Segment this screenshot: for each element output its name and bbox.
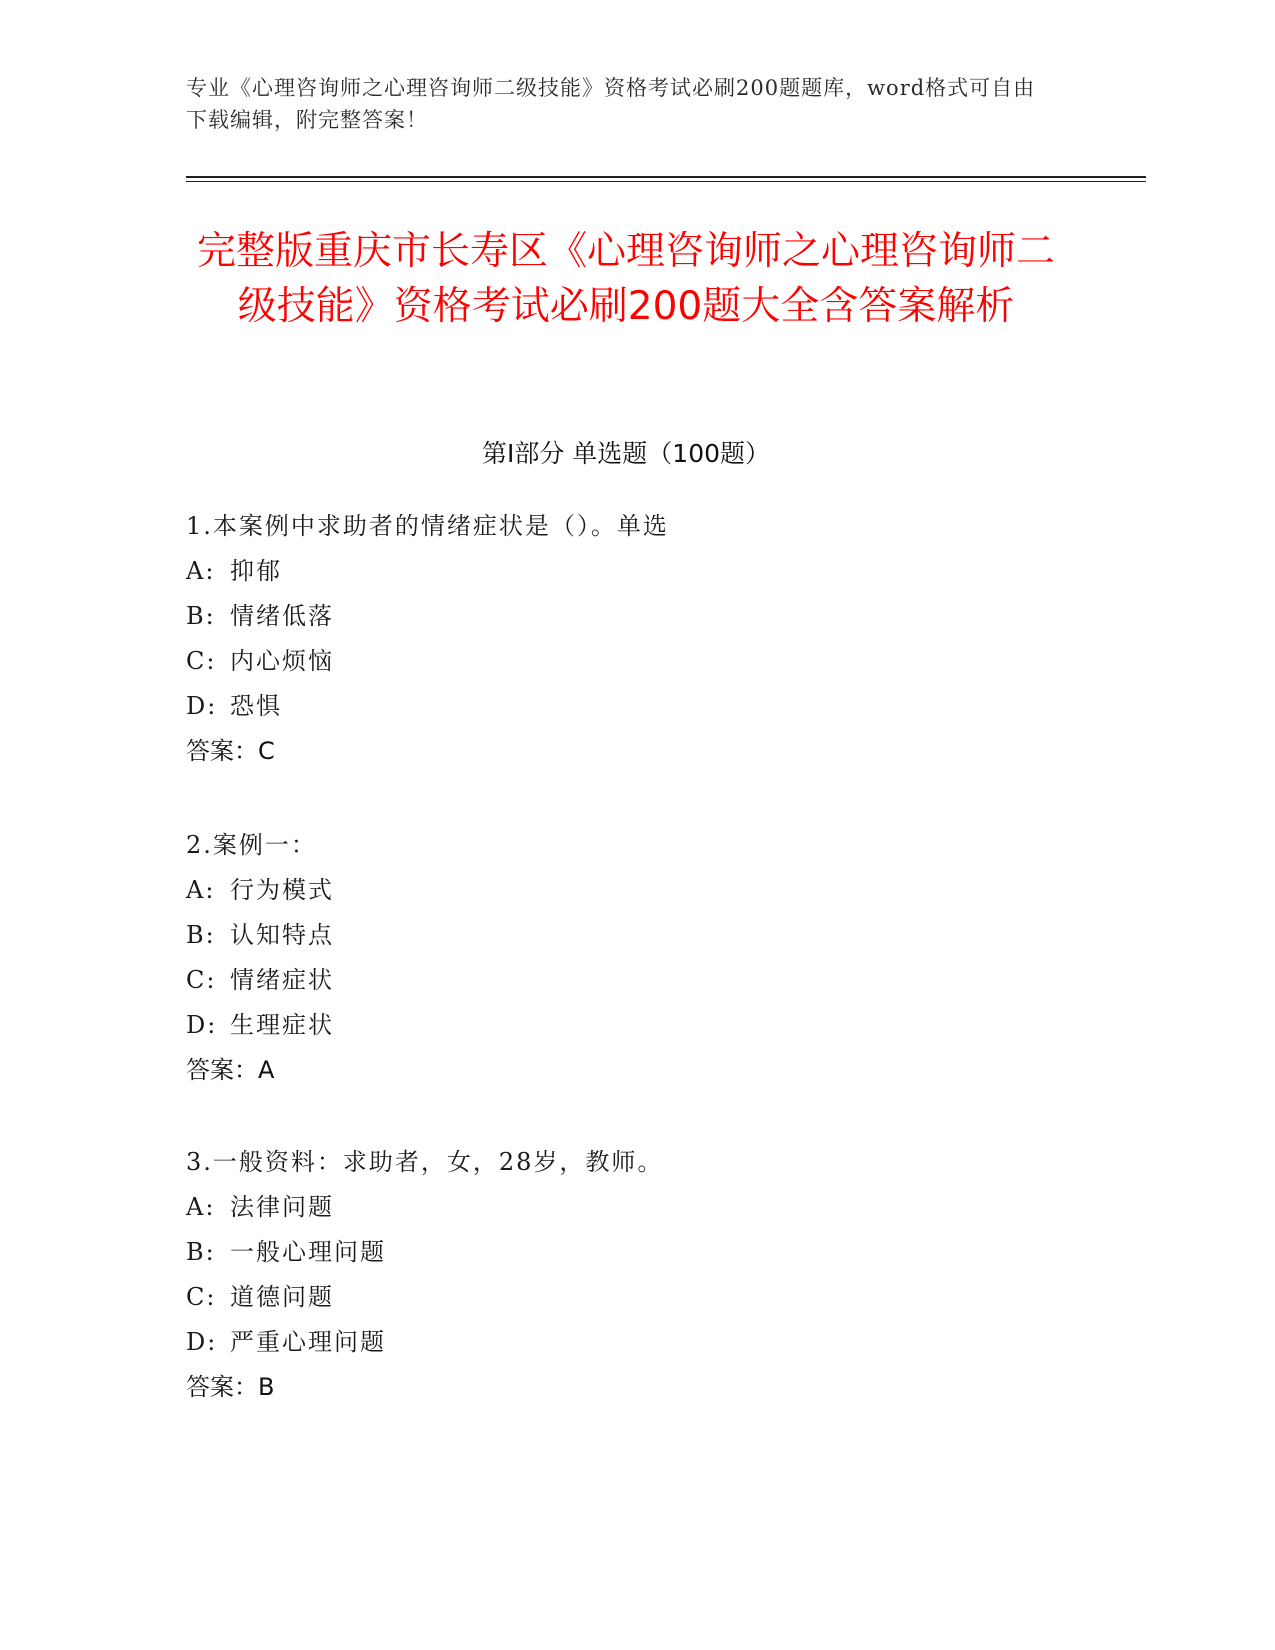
question-stem: 3.一般资料：求助者，女，28岁，教师。 (186, 1148, 664, 1176)
option-key: C: (186, 966, 217, 994)
question-3 (186, 1140, 1086, 1410)
option-key: A: (186, 557, 216, 585)
option-a (186, 1185, 1086, 1230)
option-text: 情绪低落 (230, 602, 334, 630)
option-key: B: (186, 921, 216, 949)
option-c (186, 1275, 1086, 1320)
option-key: C: (186, 647, 217, 675)
option-b (186, 1230, 1086, 1275)
option-text: 恐惧 (230, 692, 282, 720)
option-d (186, 1003, 1086, 1048)
document-title: 完整版重庆市长寿区《心理咨询师之心理咨询师二级技能》资格考试必刷200题大全含答案解析 (196, 229, 1055, 329)
answer-line: 答案：A (186, 1056, 275, 1084)
option-text: 一般心理问题 (230, 1238, 386, 1266)
option-key: A: (186, 876, 216, 904)
option-text: 严重心理问题 (230, 1328, 386, 1356)
header-note: 专业《心理咨询师之心理咨询师二级技能》资格考试必刷200题题库，word格式可自由下载编辑，附完整答案！ (186, 76, 1036, 132)
header-rule-thin (186, 181, 1146, 182)
header-rule-thick (186, 176, 1146, 178)
option-key: A: (186, 1193, 216, 1221)
option-text: 道德问题 (230, 1283, 334, 1311)
option-text: 行为模式 (230, 876, 334, 904)
option-text: 内心烦恼 (230, 647, 334, 675)
option-b (186, 594, 1086, 639)
option-a (186, 868, 1086, 913)
option-key: D: (186, 692, 218, 720)
option-c (186, 958, 1086, 1003)
option-text: 情绪症状 (230, 966, 334, 994)
option-text: 生理症状 (230, 1011, 334, 1039)
option-d (186, 684, 1086, 729)
option-text: 法律问题 (230, 1193, 334, 1221)
question-stem: 2.案例一： (186, 831, 317, 859)
option-text: 认知特点 (230, 921, 334, 949)
option-key: B: (186, 602, 216, 630)
option-d (186, 1320, 1086, 1365)
option-key: B: (186, 1238, 216, 1266)
option-b (186, 913, 1086, 958)
option-key: D: (186, 1011, 218, 1039)
option-c (186, 639, 1086, 684)
answer-line: 答案：C (186, 737, 275, 765)
option-key: D: (186, 1328, 218, 1356)
option-key: C: (186, 1283, 217, 1311)
section-heading: 第Ⅰ部分 单选题（100题） (481, 439, 771, 468)
question-stem: 1.本案例中求助者的情绪症状是（）。单选 (186, 512, 669, 540)
option-a (186, 549, 1086, 594)
question-1 (186, 504, 1086, 774)
option-text: 抑郁 (230, 557, 282, 585)
question-2 (186, 823, 1086, 1093)
answer-line: 答案：B (186, 1373, 275, 1401)
